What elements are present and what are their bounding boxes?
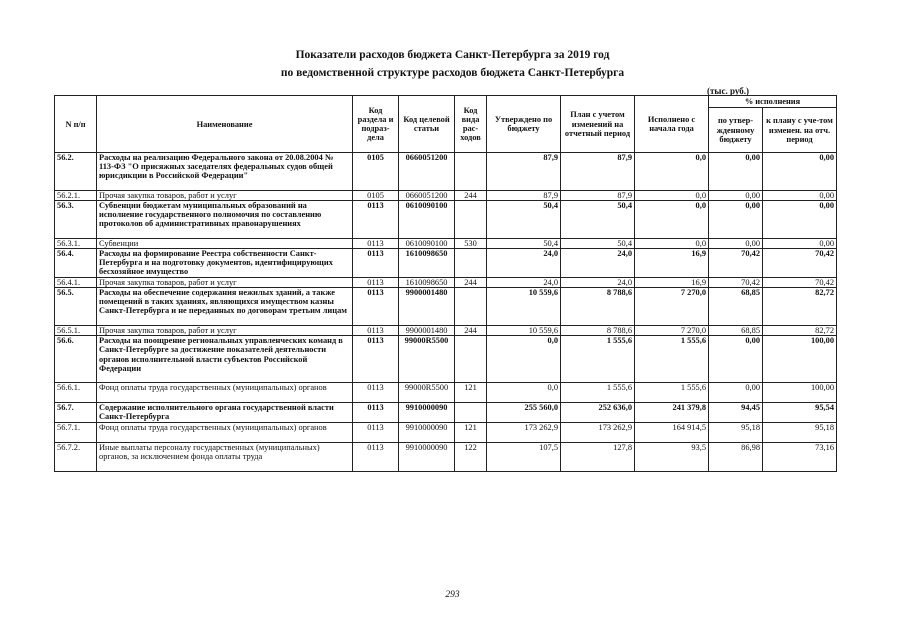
cell-num: 56.2.1. <box>55 191 97 201</box>
table-row <box>55 239 837 249</box>
cell-num: 56.4.1. <box>55 278 97 288</box>
cell-plan: 127,8 <box>561 443 635 472</box>
cell-name: Расходы на формирование Реестра собственности Санкт-Петербурга и на подготовку документов, идентифицирующих бесхозяйное имущество <box>97 249 353 278</box>
cell-pct-approved: 0,00 <box>709 191 763 201</box>
cell-plan: 8 788,6 <box>561 326 635 336</box>
cell-pct-approved: 0,00 <box>709 201 763 239</box>
cell-num: 56.7.2. <box>55 443 97 472</box>
cell-pct-plan: 0,00 <box>763 153 837 191</box>
cell-type: 244 <box>455 191 487 201</box>
cell-name: Прочая закупка товаров, работ и услуг <box>97 278 353 288</box>
cell-approved: 173 262,9 <box>487 423 561 443</box>
header-expense-type-code: Код вида рас-ходов <box>455 96 487 153</box>
cell-executed: 0,0 <box>635 239 709 249</box>
cell-name: Содержание исполнительного органа государственной власти Санкт-Петербурга <box>97 403 353 423</box>
cell-name: Субвенции бюджетам муниципальных образований на исполнение государственного полномочия по составлению протоколов об административных правонарушениях <box>97 201 353 239</box>
cell-plan: 50,4 <box>561 201 635 239</box>
cell-executed: 0,0 <box>635 191 709 201</box>
cell-pct-plan: 70,42 <box>763 249 837 278</box>
cell-name: Субвенции <box>97 239 353 249</box>
cell-type <box>455 403 487 423</box>
cell-type: 244 <box>455 278 487 288</box>
table-row <box>55 383 837 403</box>
cell-executed: 93,5 <box>635 443 709 472</box>
cell-target: 99000R5500 <box>399 336 455 383</box>
cell-pct-approved: 95,18 <box>709 423 763 443</box>
cell-target: 0660051200 <box>399 153 455 191</box>
cell-name: Прочая закупка товаров, работ и услуг <box>97 326 353 336</box>
cell-target: 9900001480 <box>399 326 455 336</box>
cell-type: 530 <box>455 239 487 249</box>
cell-pct-plan: 82,72 <box>763 326 837 336</box>
cell-num: 56.6.1. <box>55 383 97 403</box>
cell-target: 1610098650 <box>399 278 455 288</box>
table-row <box>55 153 837 191</box>
cell-pct-plan: 0,00 <box>763 239 837 249</box>
units-label: (тыс. руб.) <box>707 86 749 96</box>
cell-section: 0105 <box>353 191 399 201</box>
cell-section: 0113 <box>353 249 399 278</box>
cell-pct-approved: 68,85 <box>709 288 763 326</box>
cell-approved: 10 559,6 <box>487 326 561 336</box>
header-percent-group: % исполнения <box>709 96 837 108</box>
table-row <box>55 278 837 288</box>
cell-type <box>455 288 487 326</box>
cell-pct-approved: 0,00 <box>709 336 763 383</box>
cell-target: 9910000090 <box>399 423 455 443</box>
table-row <box>55 191 837 201</box>
cell-num: 56.2. <box>55 153 97 191</box>
cell-target: 1610098650 <box>399 249 455 278</box>
cell-approved: 50,4 <box>487 239 561 249</box>
cell-target: 0660051200 <box>399 191 455 201</box>
cell-approved: 87,9 <box>487 153 561 191</box>
cell-pct-approved: 0,00 <box>709 153 763 191</box>
cell-target: 0610090100 <box>399 201 455 239</box>
table-row <box>55 288 837 326</box>
cell-type <box>455 249 487 278</box>
cell-section: 0113 <box>353 288 399 326</box>
cell-executed: 164 914,5 <box>635 423 709 443</box>
cell-num: 56.4. <box>55 249 97 278</box>
cell-section: 0113 <box>353 201 399 239</box>
header-section-code: Код раздела и подраз-дела <box>353 96 399 153</box>
cell-section: 0113 <box>353 278 399 288</box>
cell-executed: 1 555,6 <box>635 336 709 383</box>
cell-type <box>455 201 487 239</box>
cell-type <box>455 336 487 383</box>
cell-plan: 87,9 <box>561 191 635 201</box>
cell-approved: 255 560,0 <box>487 403 561 423</box>
cell-pct-approved: 70,42 <box>709 249 763 278</box>
cell-pct-approved: 68,85 <box>709 326 763 336</box>
cell-plan: 87,9 <box>561 153 635 191</box>
header-plan: План с учетом изменений на отчетный период <box>561 96 635 153</box>
cell-num: 56.3.1. <box>55 239 97 249</box>
cell-name: Расходы на реализацию Федерального закона от 20.08.2004 № 113-ФЗ "О присяжных заседателях федеральных судов общей юрисдикции в Российской Федерации" <box>97 153 353 191</box>
cell-pct-approved: 0,00 <box>709 383 763 403</box>
cell-section: 0113 <box>353 423 399 443</box>
cell-executed: 16,9 <box>635 278 709 288</box>
header-pct-plan: к плану с уче-том изменен. на отч. период <box>763 108 837 153</box>
cell-name: Прочая закупка товаров, работ и услуг <box>97 191 353 201</box>
cell-type <box>455 153 487 191</box>
cell-plan: 252 636,0 <box>561 403 635 423</box>
table-row <box>55 336 837 383</box>
cell-approved: 0,0 <box>487 336 561 383</box>
header-name: Наименование <box>97 96 353 153</box>
cell-type: 121 <box>455 383 487 403</box>
table-row <box>55 249 837 278</box>
cell-approved: 87,9 <box>487 191 561 201</box>
table-row <box>55 201 837 239</box>
cell-executed: 7 270,0 <box>635 326 709 336</box>
cell-plan: 24,0 <box>561 249 635 278</box>
table-row <box>55 423 837 443</box>
cell-target: 0610090100 <box>399 239 455 249</box>
cell-section: 0113 <box>353 239 399 249</box>
cell-pct-plan: 0,00 <box>763 201 837 239</box>
cell-approved: 10 559,6 <box>487 288 561 326</box>
cell-pct-approved: 0,00 <box>709 239 763 249</box>
table-row <box>55 403 837 423</box>
cell-plan: 1 555,6 <box>561 383 635 403</box>
cell-approved: 107,5 <box>487 443 561 472</box>
page-number: 293 <box>445 590 460 600</box>
cell-section: 0105 <box>353 153 399 191</box>
cell-section: 0113 <box>353 403 399 423</box>
cell-num: 56.6. <box>55 336 97 383</box>
cell-plan: 1 555,6 <box>561 336 635 383</box>
cell-target: 9910000090 <box>399 403 455 423</box>
cell-pct-plan: 100,00 <box>763 336 837 383</box>
cell-section: 0113 <box>353 336 399 383</box>
cell-plan: 24,0 <box>561 278 635 288</box>
cell-plan: 50,4 <box>561 239 635 249</box>
header-executed: Исполнено с начала года <box>635 96 709 153</box>
cell-pct-plan: 100,00 <box>763 383 837 403</box>
cell-num: 56.7.1. <box>55 423 97 443</box>
cell-executed: 1 555,6 <box>635 383 709 403</box>
cell-name: Расходы на поощрение региональных управленческих команд в Санкт-Петербурге за достижение показателей деятельности органов исполнительной власти субъектов Российской Федерации <box>97 336 353 383</box>
report-title-line-2: по ведомственной структуре расходов бюджета Санкт-Петербурга <box>280 67 625 79</box>
cell-pct-plan: 82,72 <box>763 288 837 326</box>
cell-approved: 50,4 <box>487 201 561 239</box>
header-pct-approved: по утвер-жденному бюджету <box>709 108 763 153</box>
cell-name: Расходы на обеспечение содержания нежилых зданий, а также помещений в таких зданиях, являющихся имуществом казны Санкт-Петербурга и не переданных по договорам третьим лицам <box>97 288 353 326</box>
cell-target: 9910000090 <box>399 443 455 472</box>
cell-pct-approved: 94,45 <box>709 403 763 423</box>
cell-num: 56.3. <box>55 201 97 239</box>
cell-executed: 0,0 <box>635 201 709 239</box>
cell-plan: 173 262,9 <box>561 423 635 443</box>
cell-num: 56.5. <box>55 288 97 326</box>
cell-pct-approved: 86,98 <box>709 443 763 472</box>
cell-section: 0113 <box>353 443 399 472</box>
cell-plan: 8 788,6 <box>561 288 635 326</box>
cell-pct-plan: 73,16 <box>763 443 837 472</box>
cell-approved: 24,0 <box>487 278 561 288</box>
cell-executed: 241 379,8 <box>635 403 709 423</box>
cell-type: 122 <box>455 443 487 472</box>
header-num: N п/п <box>55 96 97 153</box>
table-row <box>55 326 837 336</box>
cell-pct-plan: 0,00 <box>763 191 837 201</box>
header-target-code: Код целевой статьи <box>399 96 455 153</box>
cell-approved: 24,0 <box>487 249 561 278</box>
report-title-line-1: Показатели расходов бюджета Санкт-Петербурга за 2019 год <box>295 49 610 61</box>
cell-type: 121 <box>455 423 487 443</box>
cell-pct-plan: 95,54 <box>763 403 837 423</box>
cell-section: 0113 <box>353 383 399 403</box>
cell-name: Фонд оплаты труда государственных (муниципальных) органов <box>97 383 353 403</box>
table-row <box>55 443 837 472</box>
cell-target: 9900001480 <box>399 288 455 326</box>
cell-executed: 7 270,0 <box>635 288 709 326</box>
cell-executed: 0,0 <box>635 153 709 191</box>
cell-num: 56.5.1. <box>55 326 97 336</box>
cell-name: Фонд оплаты труда государственных (муниципальных) органов <box>97 423 353 443</box>
cell-num: 56.7. <box>55 403 97 423</box>
cell-section: 0113 <box>353 326 399 336</box>
cell-pct-plan: 70,42 <box>763 278 837 288</box>
cell-type: 244 <box>455 326 487 336</box>
cell-approved: 0,0 <box>487 383 561 403</box>
cell-target: 99000R5500 <box>399 383 455 403</box>
header-approved: Утверждено по бюджету <box>487 96 561 153</box>
cell-executed: 16,9 <box>635 249 709 278</box>
cell-name: Иные выплаты персоналу государственных (муниципальных) органов, за исключением фонда оплаты труда <box>97 443 353 472</box>
cell-pct-approved: 70,42 <box>709 278 763 288</box>
cell-pct-plan: 95,18 <box>763 423 837 443</box>
expenditure-table <box>54 95 837 472</box>
